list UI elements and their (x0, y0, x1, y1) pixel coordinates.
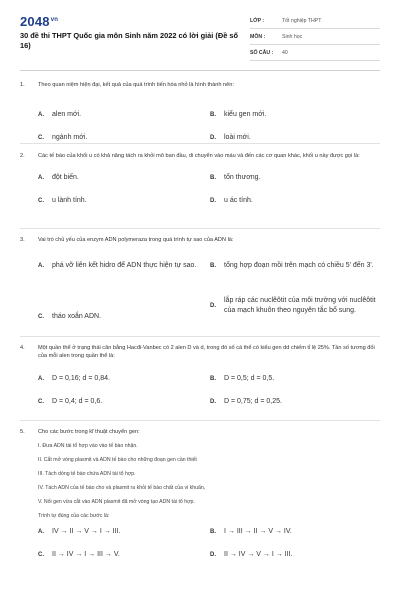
question-stem: Cho các bước trong kĩ thuật chuyển gen: (38, 429, 140, 435)
meta-panel (250, 13, 380, 61)
option-c[interactable] (38, 398, 102, 405)
step-item: IV. Tách ADN của tế bào cho và plasmit ra khỏi tế bào chất của vi khuẩn, (38, 485, 206, 491)
option-b[interactable] (210, 261, 382, 271)
option-text: u lành tính. (52, 197, 87, 204)
option-text: loài mới. (224, 134, 251, 141)
option-letter: A. (38, 262, 44, 269)
option-b[interactable] (210, 528, 292, 535)
option-text: tháo xoắn ADN. (52, 313, 102, 320)
meta-value: Sinh học (282, 33, 303, 40)
option-a[interactable] (38, 111, 81, 118)
meta-key: SỐ CÂU : (250, 49, 274, 56)
option-text: alen mới. (52, 111, 82, 118)
option-b[interactable] (210, 111, 266, 118)
meta-row-class (250, 13, 380, 29)
question-5 (20, 428, 382, 564)
question-stem: Một quần thể ở trạng thái cân bằng Hacđi-Vanbec có 2 alen D và d, trong đó số cá thể có kiểu gen dd chiếm tỉ lệ 25%. Tần số tương đối của mỗi alen trong quần thể là: (38, 345, 375, 359)
meta-value: Tốt nghiệp THPT (282, 17, 322, 24)
option-text: D = 0,75; d = 0,25. (224, 398, 282, 405)
question-number: 1. (20, 82, 25, 88)
option-d[interactable] (210, 197, 253, 204)
question-number: 2. (20, 153, 25, 159)
option-a[interactable] (38, 528, 120, 535)
option-text: D = 0,4; d = 0,6. (52, 398, 103, 405)
question-stem: Các tế bào của khối u có khả năng tách ra khỏi mô ban đầu, di chuyển vào máu và đến các cơ quan khác, khối u này được gọi là: (38, 153, 360, 159)
option-text: kiểu gen mới. (224, 111, 267, 118)
option-text: u ác tính. (224, 197, 253, 204)
option-c[interactable] (38, 197, 87, 204)
question-divider (20, 143, 380, 144)
question-stem: Vai trò chủ yếu của enzym ADN polymeraza trong quá trình tự sao của ADN là: (38, 237, 234, 243)
option-text: D = 0,5; d = 0,5. (224, 375, 275, 382)
option-text: tổn thương. (224, 174, 261, 181)
option-text: lắp ráp các nuclêôtit của môi trường với nuclêôtit của mạch khuôn theo nguyên tắc bổ sung. (224, 297, 376, 314)
meta-key: LỚP : (250, 17, 265, 24)
question-stem: Theo quan niệm hiện đại, kết quả của quá trình tiến hóa nhỏ là hình thành nên: (38, 82, 234, 88)
option-c[interactable] (38, 313, 101, 320)
option-d[interactable] (210, 551, 292, 558)
question-2 (20, 152, 382, 207)
option-d[interactable] (210, 296, 382, 315)
option-text: D = 0,16; d = 0,84. (52, 375, 110, 382)
meta-row-subject (250, 29, 380, 45)
option-text: I → III → II → V → IV. (224, 528, 292, 535)
question-number: 4. (20, 345, 25, 351)
step-item: II. Cắt mở vòng plasmit và ADN tế bào cho những đoạn gen cần thiết (38, 457, 197, 463)
document-title: 30 đề thi THPT Quốc gia môn Sinh năm 2022 có lời giải (Đề số 16) (20, 31, 238, 50)
option-letter: B. (210, 174, 216, 181)
question-4 (20, 344, 382, 407)
option-text: IV → II → V → I → III. (52, 528, 121, 535)
option-letter: D. (210, 302, 216, 309)
option-a[interactable] (38, 261, 198, 271)
meta-row-count (250, 45, 380, 61)
question-divider (20, 228, 380, 229)
option-c[interactable] (38, 134, 87, 141)
option-letter: D. (210, 197, 216, 204)
option-text: tổng hợp đoạn mồi trên mạch có chiều 5' đến 3'. (224, 262, 374, 269)
question-3 (20, 236, 382, 341)
option-letter: B. (210, 528, 216, 535)
question-divider (20, 420, 380, 421)
option-letter: D. (210, 134, 216, 141)
header-divider (20, 70, 380, 71)
option-letter: A. (38, 528, 44, 535)
question-number: 5. (20, 429, 25, 435)
option-a[interactable] (38, 375, 110, 382)
option-d[interactable] (210, 134, 251, 141)
option-b[interactable] (210, 375, 274, 382)
order-prompt: Trình tự đúng của các bước là: (38, 513, 110, 519)
option-c[interactable] (38, 551, 120, 558)
option-a[interactable] (38, 174, 79, 181)
meta-value: 40 (282, 49, 288, 56)
option-d[interactable] (210, 398, 282, 405)
option-text: đột biến. (52, 174, 79, 181)
option-letter: C. (38, 134, 44, 141)
step-item: I. Đưa ADN tái tổ hợp vào vào tế bào nhận. (38, 443, 138, 449)
logo-text: 2048 (20, 14, 50, 29)
option-letter: C. (38, 197, 44, 204)
question-divider (20, 336, 380, 337)
option-letter: B. (210, 111, 216, 118)
option-letter: D. (210, 551, 216, 558)
option-letter: C. (38, 551, 44, 558)
option-text: II → IV → V → I → III. (224, 551, 293, 558)
logo-tld: vn (50, 16, 59, 23)
step-item: III. Tách dòng tế bào chứa ADN tái tổ hợp. (38, 471, 136, 477)
option-text: ngành mới. (52, 134, 88, 141)
question-number: 3. (20, 237, 25, 243)
option-letter: B. (210, 375, 216, 382)
option-letter: A. (38, 111, 44, 118)
option-text: II → IV → I → III → V. (52, 551, 120, 558)
option-letter: B. (210, 262, 216, 269)
step-item: V. Nối gen vừa cắt vào ADN plasmit đã mở vòng tạo ADN tái tổ hợp. (38, 499, 195, 505)
option-letter: A. (38, 174, 44, 181)
option-letter: C. (38, 313, 44, 320)
meta-key: MÔN : (250, 33, 266, 40)
question-1 (20, 81, 382, 141)
option-letter: D. (210, 398, 216, 405)
option-b[interactable] (210, 174, 261, 181)
option-letter: A. (38, 375, 44, 382)
site-logo[interactable] (20, 14, 58, 29)
option-letter: C. (38, 398, 44, 405)
option-text: phá vỡ liên kết hidro để ADN thực hiện tự sao. (52, 262, 197, 269)
